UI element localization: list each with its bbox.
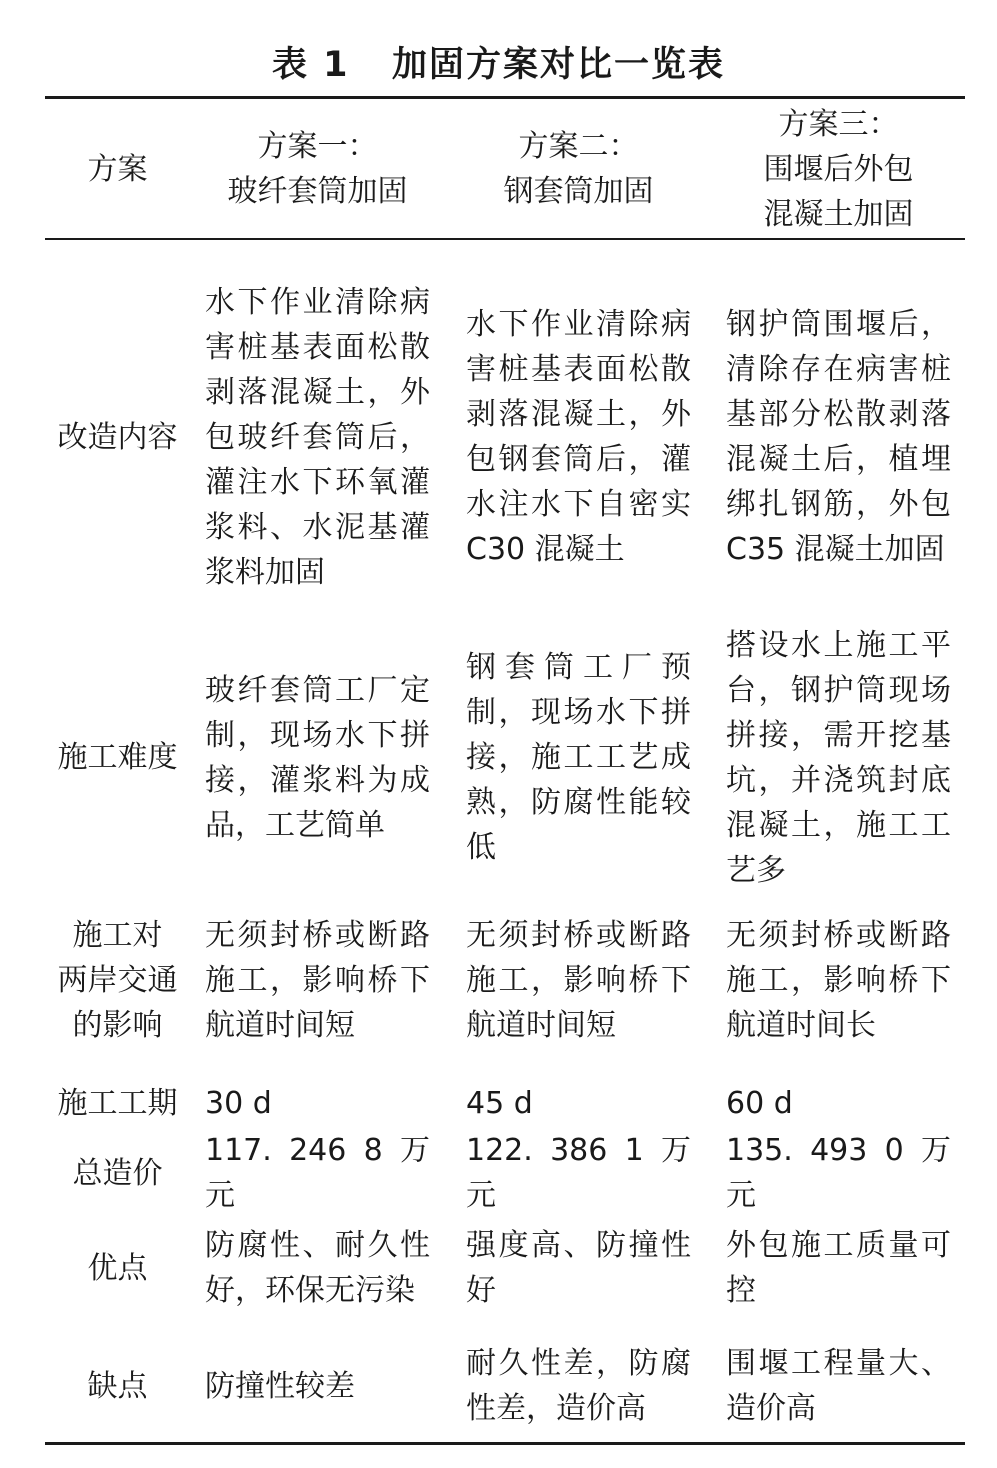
header-label-option-2: 方案二： 钢套筒加固 [503, 129, 654, 209]
table-cell-option-2 [466, 1340, 691, 1432]
table-cell-option-1 [205, 625, 430, 890]
cell-text: 45 d [466, 1085, 533, 1121]
header-cell-scheme [45, 100, 190, 238]
table-cell-option-2 [466, 625, 691, 890]
header-label-scheme: 方案 [87, 151, 148, 187]
table-cell-option-3 [726, 252, 951, 622]
row-label: 施工对 两岸交通 的影响 [57, 917, 178, 1043]
cell-text: 耐久性差，防腐性差，造价高 [466, 1346, 691, 1426]
table-cell-option-1 [205, 910, 430, 1050]
table-top-rule [45, 96, 965, 99]
cell-text: 117. 246 8 万元 [205, 1133, 430, 1213]
row-label-cell [45, 1222, 190, 1314]
table-cell-option-3 [726, 1222, 951, 1314]
cell-text: 水下作业清除病害桩基表面松散剥落混凝土，外包钢套筒后，灌水注水下自密实 C30 混凝土 [466, 307, 691, 567]
table-cell-option-2 [466, 252, 691, 622]
row-label-cell [45, 1078, 190, 1128]
table-caption: 表 1 加固方案对比一览表 [271, 45, 726, 85]
table-cell-option-2 [466, 1133, 691, 1213]
header-cell-option-2 [466, 100, 691, 238]
cell-text: 钢护筒围堰后，清除存在病害桩基部分松散剥落混凝土后，植埋绑扎钢筋，外包 C35 混凝土加固 [726, 307, 951, 567]
cell-text: 强度高、防撞性好 [466, 1228, 691, 1308]
cell-text: 外包施工质量可控 [726, 1228, 951, 1308]
cell-text: 防撞性较差 [205, 1368, 355, 1404]
table-cell-option-2 [466, 1222, 691, 1314]
cell-text: 无须封桥或断路施工，影响桥下航道时间短 [466, 917, 691, 1043]
cell-text: 60 d [726, 1085, 793, 1121]
row-label-cell [45, 910, 190, 1050]
row-label: 施工难度 [57, 740, 178, 775]
table-cell-option-2 [466, 1078, 691, 1128]
cell-text: 围堰工程量大、造价高 [726, 1346, 951, 1426]
cell-text: 防腐性、耐久性好，环保无污染 [205, 1228, 430, 1308]
cell-text: 玻纤套筒工厂定制，现场水下拼接，灌浆料为成品，工艺简单 [205, 672, 430, 843]
cell-text: 水下作业清除病害桩基表面松散剥落混凝土，外包玻纤套筒后，灌注水下环氧灌浆料、水泥基灌浆料加固 [205, 284, 430, 590]
header-cell-option-1 [205, 100, 430, 238]
cell-text: 无须封桥或断路施工，影响桥下航道时间长 [726, 917, 951, 1043]
cell-text: 122. 386 1 万元 [466, 1133, 691, 1213]
header-cell-option-3 [726, 100, 951, 238]
table-cell-option-1 [205, 252, 430, 622]
header-label-option-1: 方案一： 玻纤套筒加固 [227, 129, 408, 209]
cell-text: 搭设水上施工平台，钢护筒现场拼接，需开挖基坑，并浇筑封底混凝土，施工工艺多 [726, 627, 951, 888]
cell-text: 钢套筒工厂预制，现场水下拼接，施工工艺成熟，防腐性能较低 [466, 650, 691, 865]
table-cell-option-1 [205, 1340, 430, 1432]
row-label-cell [45, 1148, 190, 1198]
cell-text: 30 d [205, 1085, 272, 1121]
table-header-rule [45, 238, 965, 240]
row-label-cell [45, 1340, 190, 1432]
row-label: 改造内容 [57, 419, 178, 455]
table-bottom-rule [45, 1442, 965, 1445]
row-label-cell [45, 252, 190, 622]
table-cell-option-1 [205, 1078, 430, 1128]
cell-text: 135. 493 0 万元 [726, 1133, 951, 1213]
row-label-cell [45, 625, 190, 890]
header-label-option-3: 方案三： 围堰后外包 混凝土加固 [763, 106, 914, 232]
table-cell-option-3 [726, 910, 951, 1050]
row-label: 总造价 [72, 1155, 163, 1191]
table-cell-option-1 [205, 1222, 430, 1314]
cell-text: 无须封桥或断路施工，影响桥下航道时间短 [205, 917, 430, 1043]
table-cell-option-1 [205, 1133, 430, 1213]
table-cell-option-3 [726, 625, 951, 890]
table-cell-option-3 [726, 1078, 951, 1128]
table-cell-option-3 [726, 1340, 951, 1432]
row-label: 缺点 [87, 1368, 148, 1404]
table-cell-option-2 [466, 910, 691, 1050]
row-label: 优点 [87, 1250, 148, 1286]
row-label: 施工工期 [57, 1085, 178, 1121]
table-cell-option-3 [726, 1133, 951, 1213]
